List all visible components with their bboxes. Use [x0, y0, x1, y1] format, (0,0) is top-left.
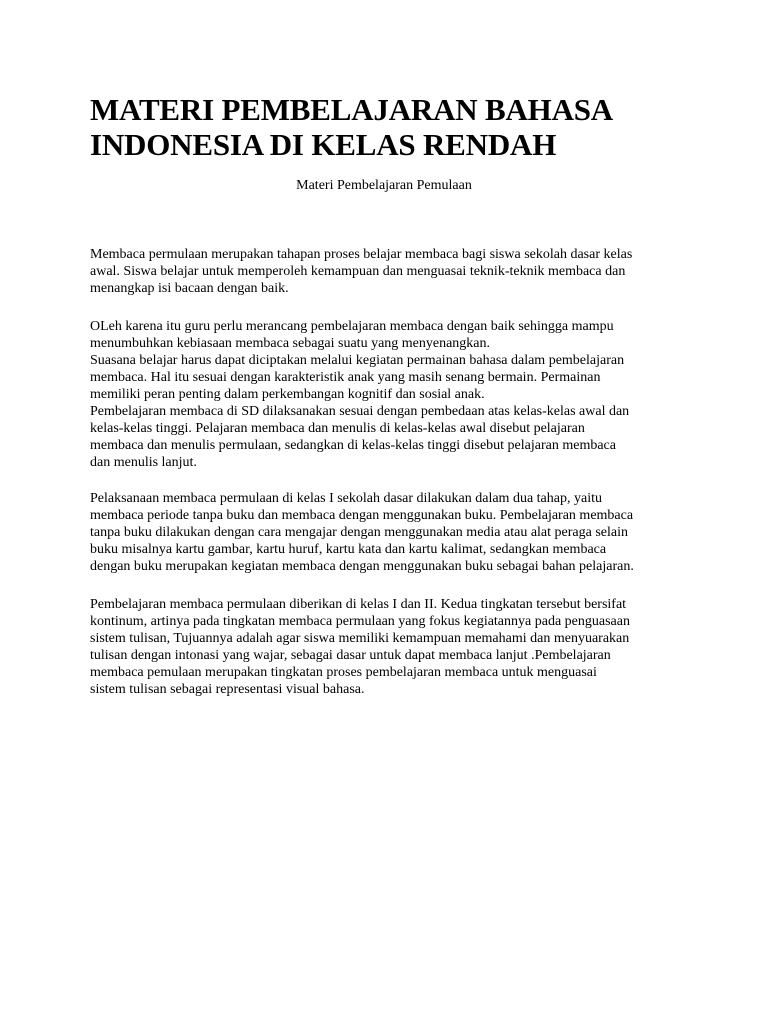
- paragraph-1: [90, 246, 690, 297]
- text-line: Suasana belajar harus dapat diciptakan melalui kegiatan permainan bahasa dalam pembelajaran: [90, 353, 625, 368]
- document-title: [90, 92, 690, 162]
- text-line: kontinum, artinya pada tingkatan membaca permulaan yang fokus kegiatannya pada penguasaan: [90, 614, 630, 629]
- text-line: tanpa buku dilakukan dengan cara mengajar dengan menggunakan media atau alat peraga selain: [90, 525, 628, 540]
- text-line: Pembelajaran membaca di SD dilaksanakan sesuai dengan pembedaan atas kelas-kelas awal dan: [90, 404, 630, 419]
- text-line: Pembelajaran membaca permulaan diberikan di kelas I dan II. Kedua tingkatan tersebut bersifat: [90, 597, 627, 612]
- title-line: MATERI PEMBELAJARAN BAHASA: [90, 92, 613, 127]
- paragraph-3: [90, 490, 690, 575]
- text-line: menangkap isi bacaan dengan baik.: [90, 281, 289, 296]
- text-line: buku misalnya kartu gambar, kartu huruf, kartu kata dan kartu kalimat, sedangkan membaca: [90, 542, 607, 557]
- text-line: OLeh karena itu guru perlu merancang pembelajaran membaca dengan baik sehingga mampu: [90, 319, 614, 334]
- text-line: membaca periode tanpa buku dan membaca dengan menggunakan buku. Pembelajaran membaca: [90, 508, 634, 523]
- text-line: membaca pemulaan merupakan tingkatan proses pembelajaran membaca untuk menguasai: [90, 665, 597, 680]
- title-line: INDONESIA DI KELAS RENDAH: [90, 127, 557, 162]
- document-subtitle: Materi Pembelajaran Pemulaan: [296, 178, 472, 193]
- text-line: kelas-kelas tinggi. Pelajaran membaca dan menulis di kelas-kelas awal disebut pelajaran: [90, 421, 585, 436]
- text-line: dengan buku merupakan kegiatan membaca dengan menggunakan buku sebagai bahan pelajaran.: [90, 559, 634, 574]
- text-line: Membaca permulaan merupakan tahapan proses belajar membaca bagi siswa sekolah dasar kelas: [90, 247, 633, 262]
- text-line: membaca dan menulis permulaan, sedangkan di kelas-kelas tinggi disebut pelajaran membaca: [90, 438, 616, 453]
- text-line: sistem tulisan sebagai representasi visual bahasa.: [90, 682, 365, 697]
- text-line: tulisan dengan intonasi yang wajar, sebagai dasar untuk dapat membaca lanjut .Pembelajaran: [90, 648, 611, 663]
- text-line: memiliki peran penting dalam perkembangan kognitif dan sosial anak.: [90, 387, 485, 402]
- text-line: dan menulis lanjut.: [90, 455, 197, 470]
- text-line: menumbuhkan kebiasaan membaca sebagai suatu yang menyenangkan.: [90, 336, 491, 351]
- text-line: awal. Siswa belajar untuk memperoleh kemampuan dan menguasai teknik-teknik membaca dan: [90, 264, 626, 279]
- text-line: Pelaksanaan membaca permulaan di kelas I sekolah dasar dilakukan dalam dua tahap, yaitu: [90, 491, 602, 506]
- paragraph-2: [90, 318, 690, 471]
- paragraph-4: [90, 596, 690, 698]
- text-line: membaca. Hal itu sesuai dengan karakteristik anak yang masih senang bermain. Permainan: [90, 370, 601, 385]
- text-line: sistem tulisan, Tujuannya adalah agar siswa memiliki kemampuan memahami dan menyuarakan: [90, 631, 630, 646]
